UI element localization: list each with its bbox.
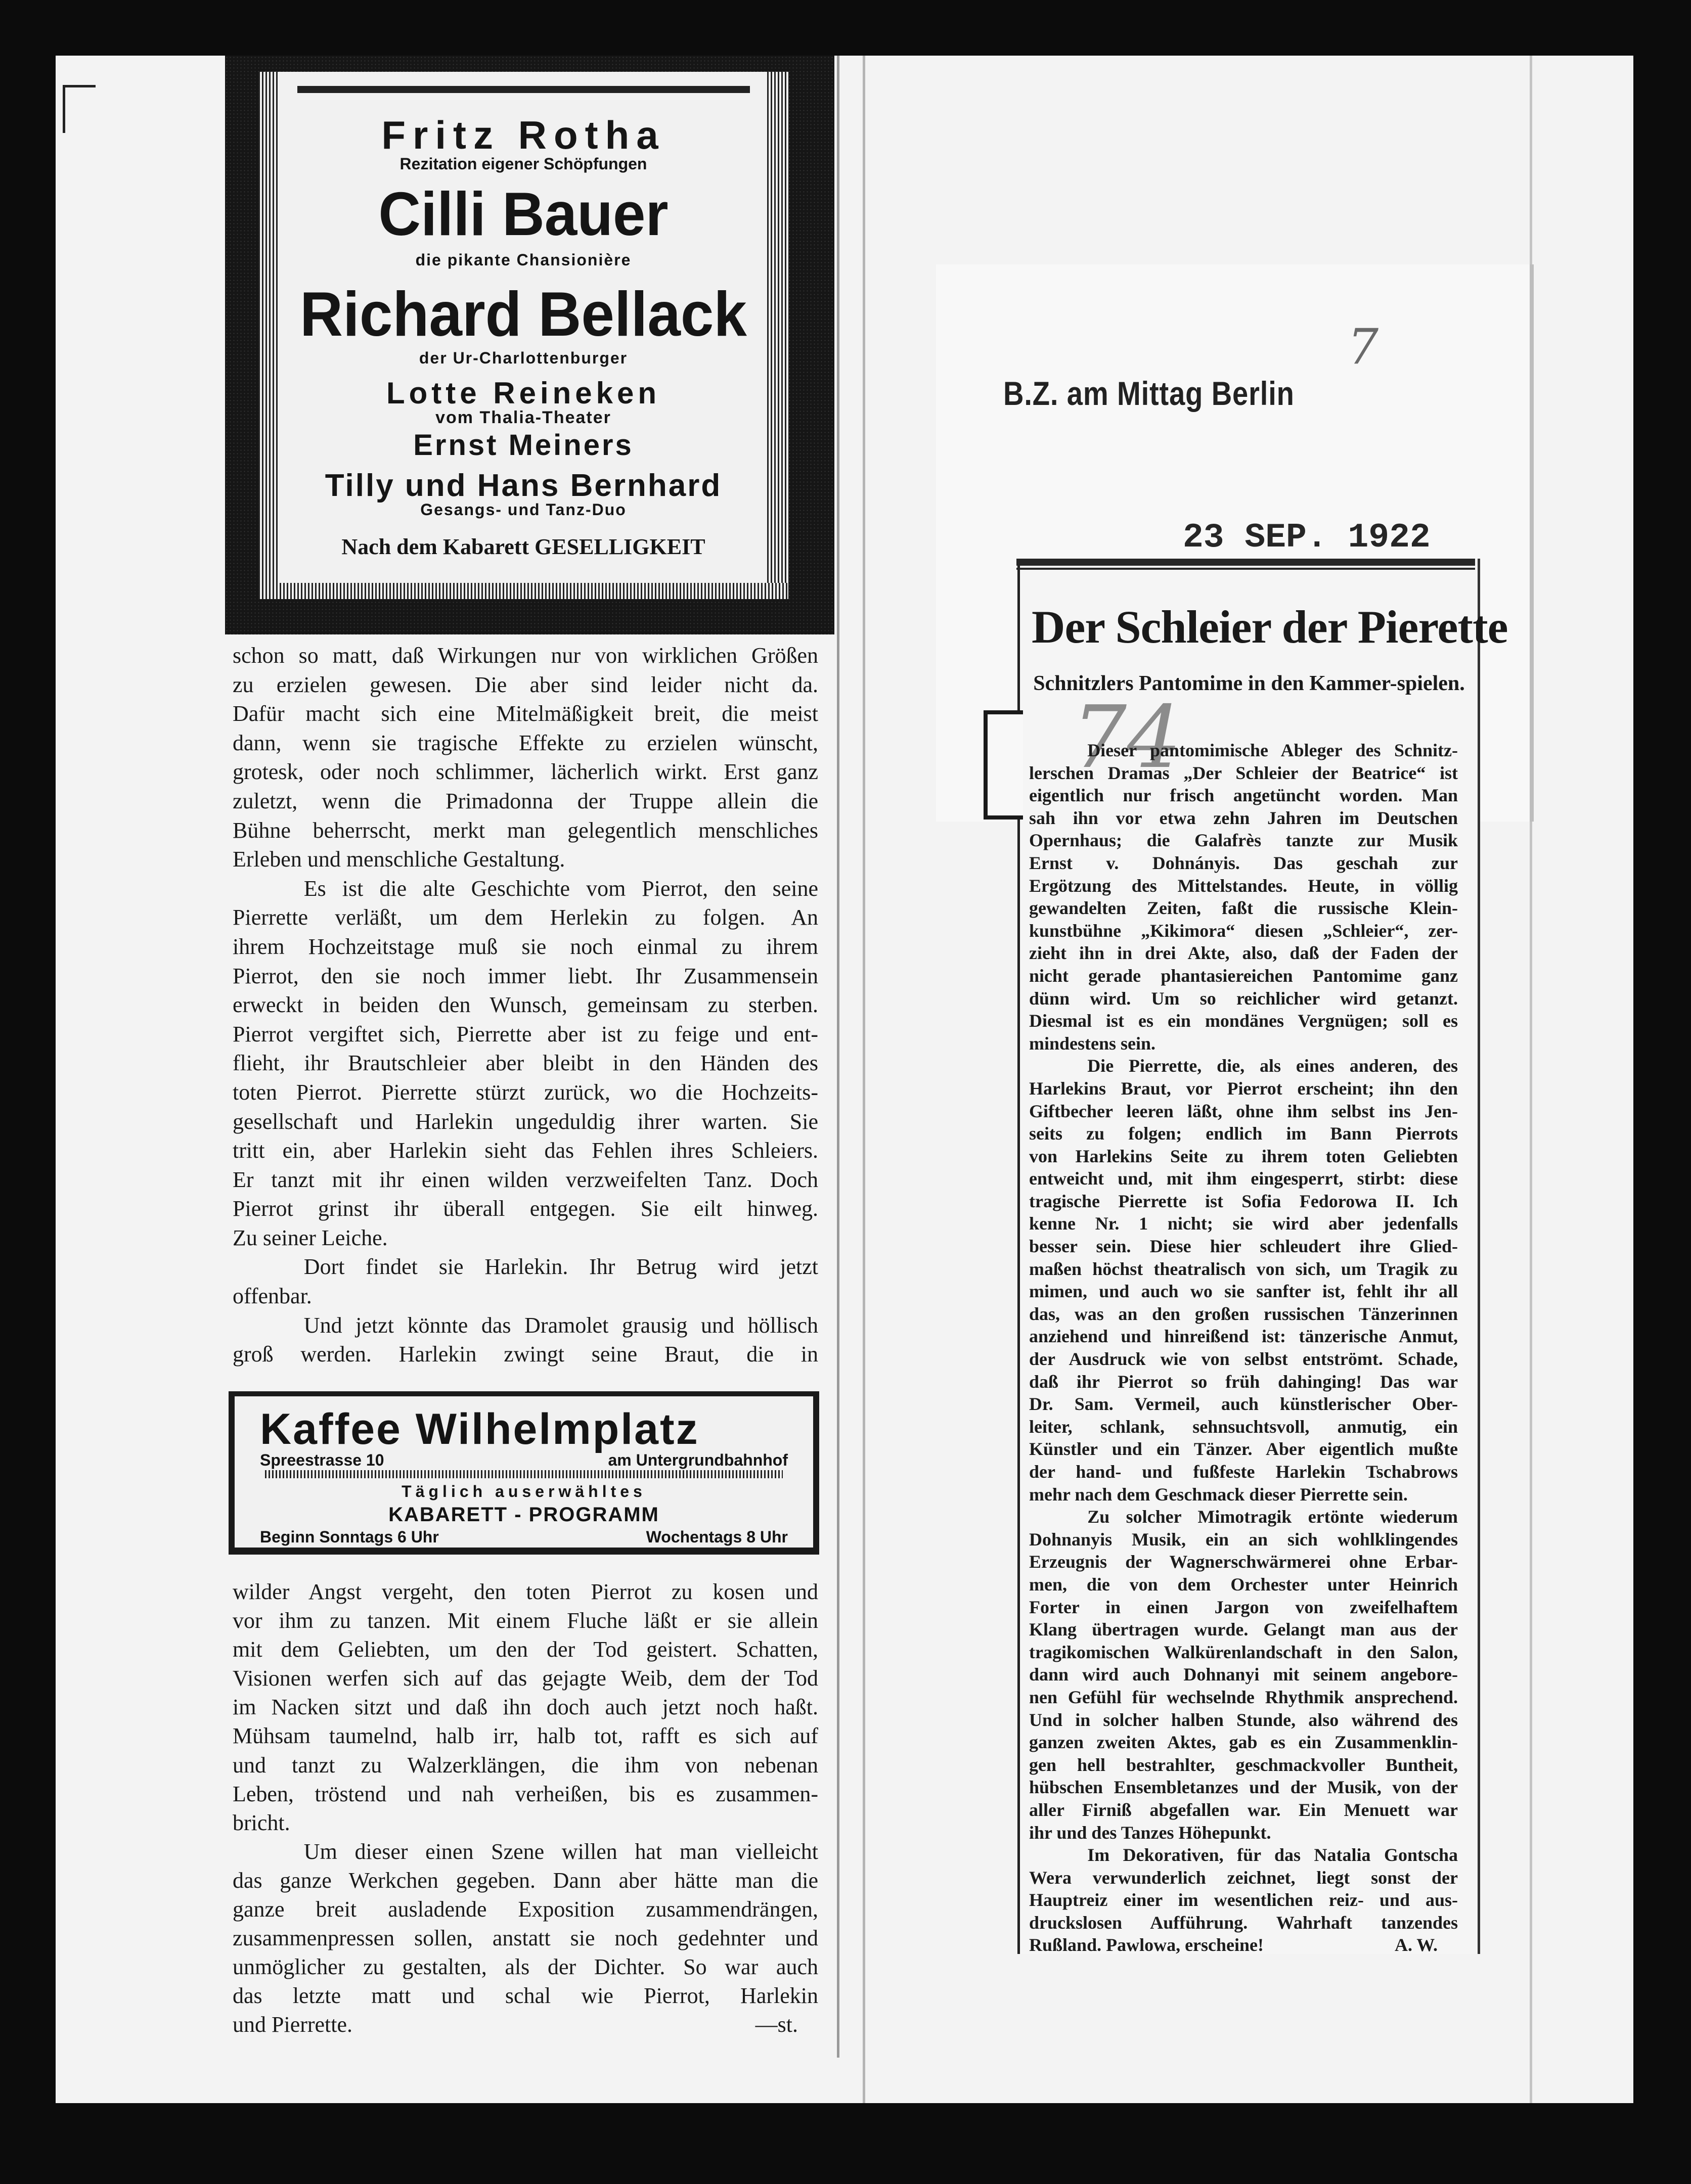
text-line bbox=[1029, 920, 1458, 942]
corner-mark bbox=[63, 85, 96, 133]
text-line bbox=[1029, 1799, 1458, 1822]
text-line bbox=[233, 699, 818, 729]
text-line bbox=[233, 670, 818, 700]
text-line bbox=[1029, 1416, 1458, 1438]
clipping-fragment-box bbox=[984, 710, 1023, 820]
line-text: grotesk, oder noch schlimmer, lächerlich wirkt. Erst ganz bbox=[233, 759, 818, 785]
text-line bbox=[233, 1837, 818, 1866]
text-line bbox=[1029, 1641, 1458, 1664]
text-line bbox=[233, 903, 818, 932]
line-text: Und in solcher halben Stunde, also während des bbox=[1029, 1709, 1458, 1730]
line-text: Pierrette verläßt, um dem Herlekin zu folgen. An bbox=[233, 905, 818, 930]
text-line bbox=[1029, 1754, 1458, 1777]
line-text: wilder Angst vergeht, den toten Pierrot zu kosen und bbox=[233, 1579, 818, 1604]
ad-footer: Nach dem Kabarett GESELLIGKEIT bbox=[341, 534, 705, 559]
text-line bbox=[233, 1282, 818, 1311]
line-text: Erleben und menschliche Gestaltung. bbox=[233, 847, 565, 872]
author-signature: A. W. bbox=[1394, 1935, 1438, 1955]
article-headline: Der Schleier der Pierette bbox=[1032, 601, 1508, 653]
text-line bbox=[1029, 1393, 1458, 1416]
text-line bbox=[1029, 762, 1458, 785]
text-line bbox=[1029, 739, 1458, 762]
text-line bbox=[1029, 1348, 1458, 1371]
text-line bbox=[1029, 829, 1458, 852]
line-text: offenbar. bbox=[233, 1284, 312, 1309]
text-line bbox=[1029, 1190, 1458, 1213]
line-text: lerschen Dramas „Der Schleier der Beatrice“ ist bbox=[1029, 762, 1458, 783]
line-text: Pierrot grinst ihr überall entgegen. Sie eilt hinweg. bbox=[233, 1196, 818, 1221]
line-text: toten Pierrot. Pierrette stürzt zurück, wo die Hochzeits- bbox=[233, 1079, 818, 1105]
handwritten-mark: 74 bbox=[1072, 688, 1182, 788]
line-text: mehr nach dem Geschmack dieser Pierrette sein. bbox=[1029, 1484, 1408, 1505]
ad-caption: der Ur-Charlottenburger bbox=[419, 349, 628, 367]
ad-caption: Gesangs- und Tanz-Duo bbox=[420, 500, 627, 519]
line-text: Rußland. Pawlowa, erscheine! bbox=[1029, 1935, 1264, 1955]
kaffee-sunday: Beginn Sonntags 6 Uhr bbox=[260, 1528, 439, 1546]
article-subtitle: Schnitzlers Pantomime in den Kammer-spielen. bbox=[1033, 672, 1465, 695]
line-text: zusammenpressen sollen, anstatt sie noch gedehnter und bbox=[233, 1926, 818, 1951]
line-text: entweicht und, mit ihm eingesperrt, stirbt: diese bbox=[1029, 1168, 1458, 1189]
line-text: groß werden. Harlekin zwingt seine Braut, die in bbox=[233, 1342, 818, 1367]
line-text: Pierrot, den sie noch immer liebt. Ihr Zusammensein bbox=[233, 963, 818, 988]
text-line bbox=[233, 787, 818, 816]
line-text: Künstler und ein Tänzer. Aber eigentlich mußte bbox=[1029, 1439, 1458, 1460]
line-text: mimen, und auch wo sie sanfter ist, fehlt ihr all bbox=[1029, 1281, 1458, 1302]
line-text: im Nacken sitzt und daß ihn doch auch jetzt noch haßt. bbox=[233, 1695, 818, 1720]
text-line bbox=[1029, 1371, 1458, 1393]
line-text: hübschen Ensembletanzes und der Musik, von der bbox=[1029, 1777, 1458, 1798]
text-line bbox=[1029, 1776, 1458, 1799]
author-signature: —st. bbox=[755, 2012, 798, 2037]
line-text: leiter, schlank, sehnsuchtsvoll, anmutig, ein bbox=[1029, 1416, 1458, 1437]
text-line bbox=[233, 1078, 818, 1107]
line-text: zuletzt, wenn die Primadonna der Truppe allein die bbox=[233, 788, 818, 813]
line-text: Dafür macht sich eine Mitelmäßigkeit breit, die meist bbox=[233, 701, 818, 726]
text-line bbox=[1029, 897, 1458, 920]
text-line bbox=[1029, 1212, 1458, 1235]
line-text: dann, wenn sie tragische Effekte zu erzielen wünscht, bbox=[233, 730, 818, 755]
text-line bbox=[1029, 1618, 1458, 1641]
line-text: Ergötzung des Mittelstandes. Heute, in völlig bbox=[1029, 875, 1458, 896]
line-text: Zu solcher Mimotragik ertönte wiederum bbox=[1087, 1507, 1458, 1527]
text-line bbox=[1029, 1303, 1458, 1326]
text-line bbox=[233, 1107, 818, 1136]
source-stamp: B.Z. am Mittag Berlin bbox=[1003, 375, 1295, 412]
line-text: maßen höchst theatralisch von sich, um Tragik zu bbox=[1029, 1258, 1458, 1279]
line-text: und tanzt zu Walzerklängen, die ihm von nebenan bbox=[233, 1752, 818, 1778]
text-line bbox=[233, 1721, 818, 1750]
text-line bbox=[1029, 1122, 1458, 1145]
line-text: kenne Nr. 1 nicht; sie wird aber jedenfalls bbox=[1029, 1213, 1458, 1234]
left-article-part2 bbox=[233, 1577, 818, 2039]
kaffee-wilhelmplatz-ad bbox=[229, 1391, 819, 1555]
line-text: Wera verwunderlich zeichnet, liegt sonst der bbox=[1029, 1867, 1458, 1888]
text-line bbox=[233, 874, 818, 903]
text-line bbox=[1029, 875, 1458, 897]
text-line bbox=[1029, 1010, 1458, 1032]
text-line bbox=[233, 1924, 818, 1952]
line-text: Mühsam taumelnd, halb irr, halb tot, rafft es sich auf bbox=[233, 1723, 818, 1749]
text-line bbox=[233, 2010, 818, 2039]
kaffee-title: Kaffee Wilhelmplatz bbox=[260, 1405, 699, 1453]
text-line bbox=[1029, 1844, 1458, 1867]
line-text: gen hell bestrahlter, geschmackvoller Buntheit, bbox=[1029, 1754, 1458, 1775]
line-text: der hand- und fußfeste Harlekin Tschabrows bbox=[1029, 1462, 1458, 1482]
line-text: Um dieser einen Szene willen hat man vielleicht bbox=[303, 1839, 818, 1864]
text-line bbox=[233, 1311, 818, 1340]
line-text: tragische Pierrette ist Sofia Fedorowa II. Ich bbox=[1029, 1191, 1458, 1211]
text-line bbox=[233, 1751, 818, 1780]
line-text: und Pierrette. bbox=[233, 2012, 353, 2037]
line-text: Harlekins Braut, vor Pierrot erscheint; ihn den bbox=[1029, 1078, 1458, 1099]
text-line bbox=[1029, 807, 1458, 830]
text-line bbox=[233, 1165, 818, 1195]
line-text: das, was an den großen russischen Tänzerinnen bbox=[1029, 1303, 1458, 1324]
text-line bbox=[1029, 1483, 1458, 1506]
text-line bbox=[1029, 942, 1458, 965]
text-line bbox=[233, 1780, 818, 1808]
kaffee-location: am Untergrundbahnhof bbox=[608, 1451, 788, 1469]
ad-caption: die pikante Chansionière bbox=[415, 251, 632, 269]
line-text: men, die von dem Orchester unter Heinrich bbox=[1029, 1574, 1458, 1595]
line-text: Dohnanyis Musik, ein an sich wohlklingendes bbox=[1029, 1529, 1458, 1550]
text-line bbox=[1029, 1077, 1458, 1100]
line-text: seits zu folgen; endlich im Bann Pierrots bbox=[1029, 1123, 1458, 1144]
text-line bbox=[233, 1577, 818, 1606]
kaffee-address: Spreestrasse 10 bbox=[260, 1451, 384, 1469]
line-text: ihr und des Tanzes Höhepunkt. bbox=[1029, 1822, 1271, 1843]
line-text: Pierrot vergiftet sich, Pierrette aber ist zu feige und ent- bbox=[233, 1021, 818, 1046]
line-text: Erzeugnis der Wagnerschwärmerei ohne Erbar- bbox=[1029, 1552, 1458, 1572]
text-line bbox=[233, 1252, 818, 1282]
text-line bbox=[1029, 1686, 1458, 1709]
line-text: Diesmal ist es ein mondänes Vergnügen; soll es bbox=[1029, 1011, 1458, 1031]
text-line bbox=[1029, 1167, 1458, 1190]
text-line bbox=[1029, 1596, 1458, 1619]
text-line bbox=[1029, 784, 1458, 807]
text-line bbox=[1029, 1258, 1458, 1281]
text-line bbox=[1029, 1032, 1458, 1055]
line-text: Ernst v. Dohnányis. Das geschah zur bbox=[1029, 852, 1458, 873]
line-text: nen Gefühl für wechselnde Rhythmik ansprechend. bbox=[1029, 1687, 1458, 1707]
line-text: mit dem Geliebten, um den der Tod geistert. Schatten, bbox=[233, 1637, 818, 1662]
kaffee-program: KABARETT - PROGRAMM bbox=[388, 1504, 659, 1526]
text-line bbox=[233, 990, 818, 1020]
text-line bbox=[1029, 1934, 1458, 1956]
line-text: Im Dekorativen, für das Natalia Gontscha bbox=[1087, 1845, 1458, 1866]
line-text: Hauptreiz einer im wesentlichen reiz- und aus- bbox=[1029, 1890, 1458, 1910]
text-line bbox=[1029, 1325, 1458, 1348]
article-top-rule bbox=[1016, 559, 1475, 570]
ad-performer: Lotte Reineken bbox=[386, 376, 661, 410]
line-text: zieht ihn in drei Akte, also, daß der Faden der bbox=[1029, 943, 1458, 964]
line-text: Klang übertragen wurde. Gelangt man aus der bbox=[1029, 1619, 1458, 1640]
text-line bbox=[233, 1808, 818, 1837]
line-text: unmöglicher zu gestalten, als der Dichter. So war auch bbox=[233, 1954, 818, 1980]
text-line bbox=[1029, 1731, 1458, 1754]
right-article-body bbox=[1029, 739, 1458, 1956]
text-line bbox=[1029, 1573, 1458, 1596]
ad-performer: Richard Bellack bbox=[300, 280, 747, 349]
clipping-edge-line bbox=[837, 56, 839, 2058]
text-line bbox=[233, 1606, 818, 1635]
text-line bbox=[233, 962, 818, 991]
line-text: Es ist die alte Geschichte vom Pierrot, den seine bbox=[303, 876, 818, 901]
text-line bbox=[233, 1866, 818, 1895]
line-text: nicht gerade phantasiereichen Pantomime ganz bbox=[1029, 965, 1458, 986]
line-text: Er tanzt mit ihr einen wilden verzweifelten Tanz. Doch bbox=[233, 1167, 818, 1192]
line-text: der Ausdruck wie von selbst entströmt. Schade, bbox=[1029, 1349, 1458, 1370]
line-text: druckslosen Aufführung. Wahrhaft tanzendes bbox=[1029, 1912, 1458, 1933]
line-text: Dort findet sie Harlekin. Ihr Betrug wird jetzt bbox=[303, 1254, 818, 1280]
text-line bbox=[1029, 1280, 1458, 1303]
text-line bbox=[1029, 1889, 1458, 1912]
text-line bbox=[233, 757, 818, 787]
line-text: gewandelten Zeiten, faßt die russische Klein- bbox=[1029, 898, 1458, 919]
text-line bbox=[1029, 987, 1458, 1010]
text-line bbox=[233, 641, 818, 670]
text-line bbox=[1029, 1912, 1458, 1934]
ad-caption: Rezitation eigener Schöpfungen bbox=[399, 155, 647, 173]
line-text: Und jetzt könnte das Dramolet grausig und höllisch bbox=[303, 1312, 818, 1338]
text-line bbox=[1029, 1867, 1458, 1889]
text-line bbox=[1029, 1145, 1458, 1168]
ad-performer: Tilly und Hans Bernhard bbox=[325, 468, 722, 503]
line-text: bricht. bbox=[233, 1810, 290, 1835]
text-line bbox=[1029, 1822, 1458, 1844]
text-line bbox=[1029, 1100, 1458, 1123]
line-text: Visionen werfen sich auf das gejagte Weib, dem der Tod bbox=[233, 1666, 818, 1691]
line-text: flieht, ihr Brautschleier aber bleibt in den Händen des bbox=[233, 1051, 818, 1076]
text-line bbox=[1029, 965, 1458, 987]
text-line bbox=[1029, 1438, 1458, 1461]
line-text: kunstbühne „Kikimora“ diesen „Schleier“, zer- bbox=[1029, 920, 1458, 941]
text-line bbox=[1029, 1461, 1458, 1483]
text-line bbox=[1029, 1235, 1458, 1258]
text-line bbox=[233, 1952, 818, 1981]
ad-performer: Ernst Meiners bbox=[413, 429, 634, 462]
text-line bbox=[1029, 1506, 1458, 1528]
line-text: ganze breit ausladende Exposition zusammendrängen, bbox=[233, 1897, 818, 1922]
line-text: von Harlekins Seite zu ihrem toten Geliebten bbox=[1029, 1146, 1458, 1166]
line-text: sah ihn vor etwa zehn Jahren im Deutschen bbox=[1029, 807, 1458, 828]
text-line bbox=[233, 1136, 818, 1165]
line-text: das letzte matt und schal wie Pierrot, Harlekin bbox=[233, 1983, 818, 2009]
line-text: Leben, tröstend und nah verheißen, bis es zusammen- bbox=[233, 1781, 818, 1806]
kaffee-daily: Täglich auserwähltes bbox=[402, 1482, 646, 1500]
text-line bbox=[1029, 1709, 1458, 1732]
text-line bbox=[233, 932, 818, 962]
date-stamp: 23 SEP. 1922 bbox=[1183, 518, 1431, 557]
line-text: Opernhaus; die Galafrès tanzte zur Musik bbox=[1029, 830, 1458, 851]
text-line bbox=[233, 1693, 818, 1721]
text-line bbox=[233, 1981, 818, 2010]
line-text: aller Firniß abgefallen war. Ein Menuett war bbox=[1029, 1799, 1458, 1820]
text-line bbox=[1029, 852, 1458, 875]
line-text: Forter in einen Jargon von zweifelhaftem bbox=[1029, 1597, 1458, 1617]
line-text: Dr. Sam. Vermeil, auch künstlerischer Ober- bbox=[1029, 1394, 1458, 1415]
text-line bbox=[233, 845, 818, 874]
line-text: schon so matt, daß Wirkungen nur von wirklichen Größen bbox=[233, 643, 818, 668]
text-line bbox=[1029, 1551, 1458, 1573]
line-text: zu erzielen gewesen. Die aber sind leider nicht da. bbox=[233, 672, 818, 697]
line-text: gesellschaft und Harlekin ungeduldig ihrer warten. Sie bbox=[233, 1109, 818, 1134]
left-article-part1 bbox=[233, 641, 818, 1369]
line-text: dann wird auch Dohnanyi mit seinem angebore- bbox=[1029, 1664, 1458, 1685]
text-line bbox=[233, 1340, 818, 1369]
text-line bbox=[1029, 1663, 1458, 1686]
line-text: ihrem Hochzeitstage muß sie noch einmal zu ihrem bbox=[233, 934, 818, 959]
text-line bbox=[233, 1049, 818, 1078]
line-text: erweckt in beiden den Wunsch, gemeinsam zu sterben. bbox=[233, 992, 818, 1018]
line-text: mindestens sein. bbox=[1029, 1033, 1156, 1054]
kaffee-weekday: Wochentags 8 Uhr bbox=[646, 1528, 788, 1546]
text-line bbox=[1029, 1528, 1458, 1551]
text-line bbox=[233, 1020, 818, 1049]
line-text: das ganze Werkchen gegeben. Dann aber hätte man die bbox=[233, 1868, 818, 1893]
text-line bbox=[233, 1635, 818, 1664]
text-line bbox=[233, 816, 818, 845]
line-text: Bühne beherrscht, merkt man gelegentlich menschliches bbox=[233, 817, 818, 843]
page-fold-line bbox=[863, 56, 865, 2103]
line-text: Zu seiner Leiche. bbox=[233, 1225, 388, 1250]
line-text: besser sein. Diese hier schleudert ihre Glied- bbox=[1029, 1236, 1458, 1257]
line-text: eigentlich nur frisch angetüncht worden. Man bbox=[1029, 785, 1458, 806]
ad-performer: Cilli Bauer bbox=[378, 179, 669, 248]
handwritten-number: 7 bbox=[1348, 318, 1379, 375]
text-line bbox=[233, 729, 818, 758]
text-line bbox=[1029, 1055, 1458, 1077]
line-text: ganzen zweiten Aktes, gab es ein Zusammenklin- bbox=[1029, 1732, 1458, 1753]
line-text: dünn wird. Um so reichlicher wird getanzt. bbox=[1029, 988, 1458, 1009]
line-text: tragikomischen Walkürenlandschaft in den Salon, bbox=[1029, 1642, 1458, 1662]
ad-divider bbox=[265, 1470, 783, 1478]
ad-performer: Fritz Rotha bbox=[381, 113, 665, 157]
line-text: Dieser pantomimische Ableger des Schnitz- bbox=[1087, 740, 1458, 760]
text-line bbox=[233, 1895, 818, 1924]
line-text: Giftbecher leeren läßt, ohne ihm selbst ins Jen- bbox=[1029, 1101, 1458, 1121]
text-line bbox=[233, 1664, 818, 1693]
line-text: daß ihr Pierrot so früh dahinging! Das war bbox=[1029, 1371, 1458, 1392]
ad-rule bbox=[297, 86, 750, 93]
line-text: anziehend und hinreißend ist: tänzerische Anmut, bbox=[1029, 1326, 1458, 1347]
ad-caption: vom Thalia-Theater bbox=[435, 408, 611, 427]
line-text: tritt ein, aber Harlekin sieht das Fehlen ihres Schleiers. bbox=[233, 1138, 818, 1163]
line-text: vor ihm zu tanzen. Mit einem Fluche läßt er sie allein bbox=[233, 1608, 818, 1633]
line-text: Die Pierrette, die, als eines anderen, des bbox=[1087, 1056, 1458, 1076]
text-line bbox=[233, 1223, 818, 1253]
text-line bbox=[233, 1194, 818, 1223]
